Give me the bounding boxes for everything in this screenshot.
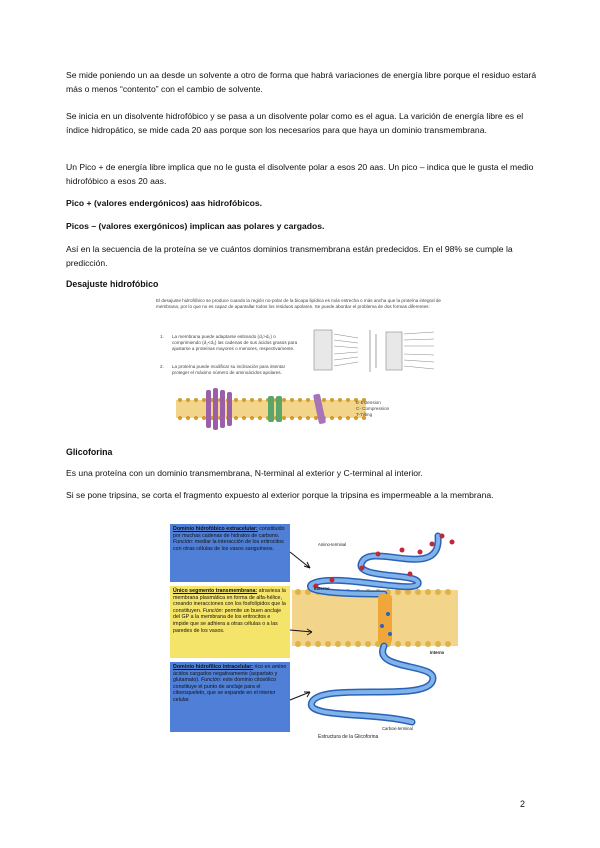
membrane-proteins-diagram [176, 384, 366, 434]
glicoforina-paragraph-1: Es una proteína con un dominio transmembrana, N-terminal al exterior y C-terminal al interior. [66, 468, 423, 478]
paragraph-3: Un Pico + de energía libre implica que no le gusta el disolvente polar a esos 20 aas. Un pico – indica que le gusta el medio hidrofóbico a esos 20 aas. [66, 162, 534, 186]
amino-terminal-label: Amino-terminal [318, 542, 347, 547]
transmembrane-segment-box [170, 586, 290, 658]
paragraph-bold-2: Picos – (valores exergónicos) implican aas polares y cargados. [66, 221, 325, 231]
box3-text: rico en amino ácidos cargados negativamente (aspartato y glutamato). [173, 664, 287, 684]
glycophorin-caption: Estructura de la Glicoforina [318, 734, 379, 740]
figure1-item1-number: 1. [160, 334, 164, 339]
paragraph-1: Se mide poniendo un aa desde un solvente a otro de forma que habrá variaciones de energía libre porque el residuo estará más o menos “contento” con el cambio de solvente. [66, 70, 537, 94]
paragraph-4: Así en la secuencia de la proteína se ve cuántos dominios transmembrana están predecidos. En el 98% se cumple la predicción. [66, 244, 513, 268]
paragraph-bold-1: Pico + (valores endergónicos) aas hidrofóbicos. [66, 198, 263, 208]
glycophorin-figure [168, 522, 458, 744]
intracellular-domain-box [170, 662, 290, 732]
paragraph-2: Se inicia en un disolvente hidrofóbico y se pasa a un disolvente polar como es el agua. La varición de energía libre es el índice hidropático, se mide cada 20 aas porque son los necesarios para que haya un dominio transmembrana. [66, 111, 524, 135]
box1-text: constituido por muchas cadenas de hidratos de carbono. [173, 526, 285, 539]
extracellular-domain-box [170, 524, 290, 582]
box1-title: Dominio hidrofóbico extracelular: [173, 526, 258, 532]
membrane-adaptation-diagram [306, 324, 446, 378]
pointer-arrows [288, 548, 318, 708]
box3-function-label: Función [200, 677, 220, 684]
carboxi-terminal-label: Carboxi-terminal [382, 726, 413, 731]
heading-glicoforina: Glicoforina [66, 447, 113, 457]
box2-function-label: Función [202, 607, 222, 614]
box1-function-text: : mediar la interacción de los eritrocitos con otras células de los vasos sanguíneos. [173, 539, 284, 552]
box1-function-label: Función [173, 539, 192, 546]
box2-text: atraviesa la membrana plasmática en forma de alfa-hélice, creando ineracciones con los fosfolípidos que la constituyen. [173, 588, 286, 614]
externo-label: Externo [314, 586, 330, 591]
figure1-legend-compression: C- Compression [356, 406, 390, 411]
box3-function-text: : este dominio citosólico constituye el punto de anclaje para el citoesqueleto, que se expande en el interior celular. [173, 677, 277, 703]
figure1-item2: La proteína puede modificar su inclinación para intentar proteger el máximo número de aminoácidos apolares. [172, 364, 286, 375]
interno-label: Interno [430, 650, 445, 655]
box3-title: Dominio hidrofílico intracelular: [173, 664, 254, 670]
figure1-caption: El desajuste hidrofóbico se produce cuando la región no-polar de la bicapa lipídica es más estrecha o más ancha que la proteína integral de membrana, por lo que no es capaz de apantallar todos los residuos apolares. Se puede abordar el problema de dos formas diferentes: [156, 298, 441, 310]
hydrophobic-mismatch-figure [150, 298, 448, 436]
heading-desajuste: Desajuste hidrofóbico [66, 279, 159, 289]
box2-function-text: : permite un buen anclaje del GP a la membrana de los eritrocitos e impide que se adhiera a otras células o a las paredes de los vasos. [173, 607, 282, 634]
figure1-legend-tilting: T-Tilting [356, 412, 373, 417]
page-number: 2 [520, 799, 526, 809]
figure1-item2-number: 2. [160, 364, 164, 369]
glicoforina-paragraph-2: Si se pone tripsina, se corta el fragmento expuesto al exterior porque la tripsina es impermeable a la membrana. [66, 490, 494, 500]
figure1-legend-extension: E-Extension [356, 400, 381, 405]
box2-title: Único segmento transmembrana: [173, 588, 258, 594]
figure1-item1: La membrana puede adaptarse estirando (d₁>d₀) o comprimiendo (d₁<d₀) las cadenas de sus ácidos grasos para ajustarse a proteínas mayores o menores, respectivamente. [172, 334, 298, 351]
